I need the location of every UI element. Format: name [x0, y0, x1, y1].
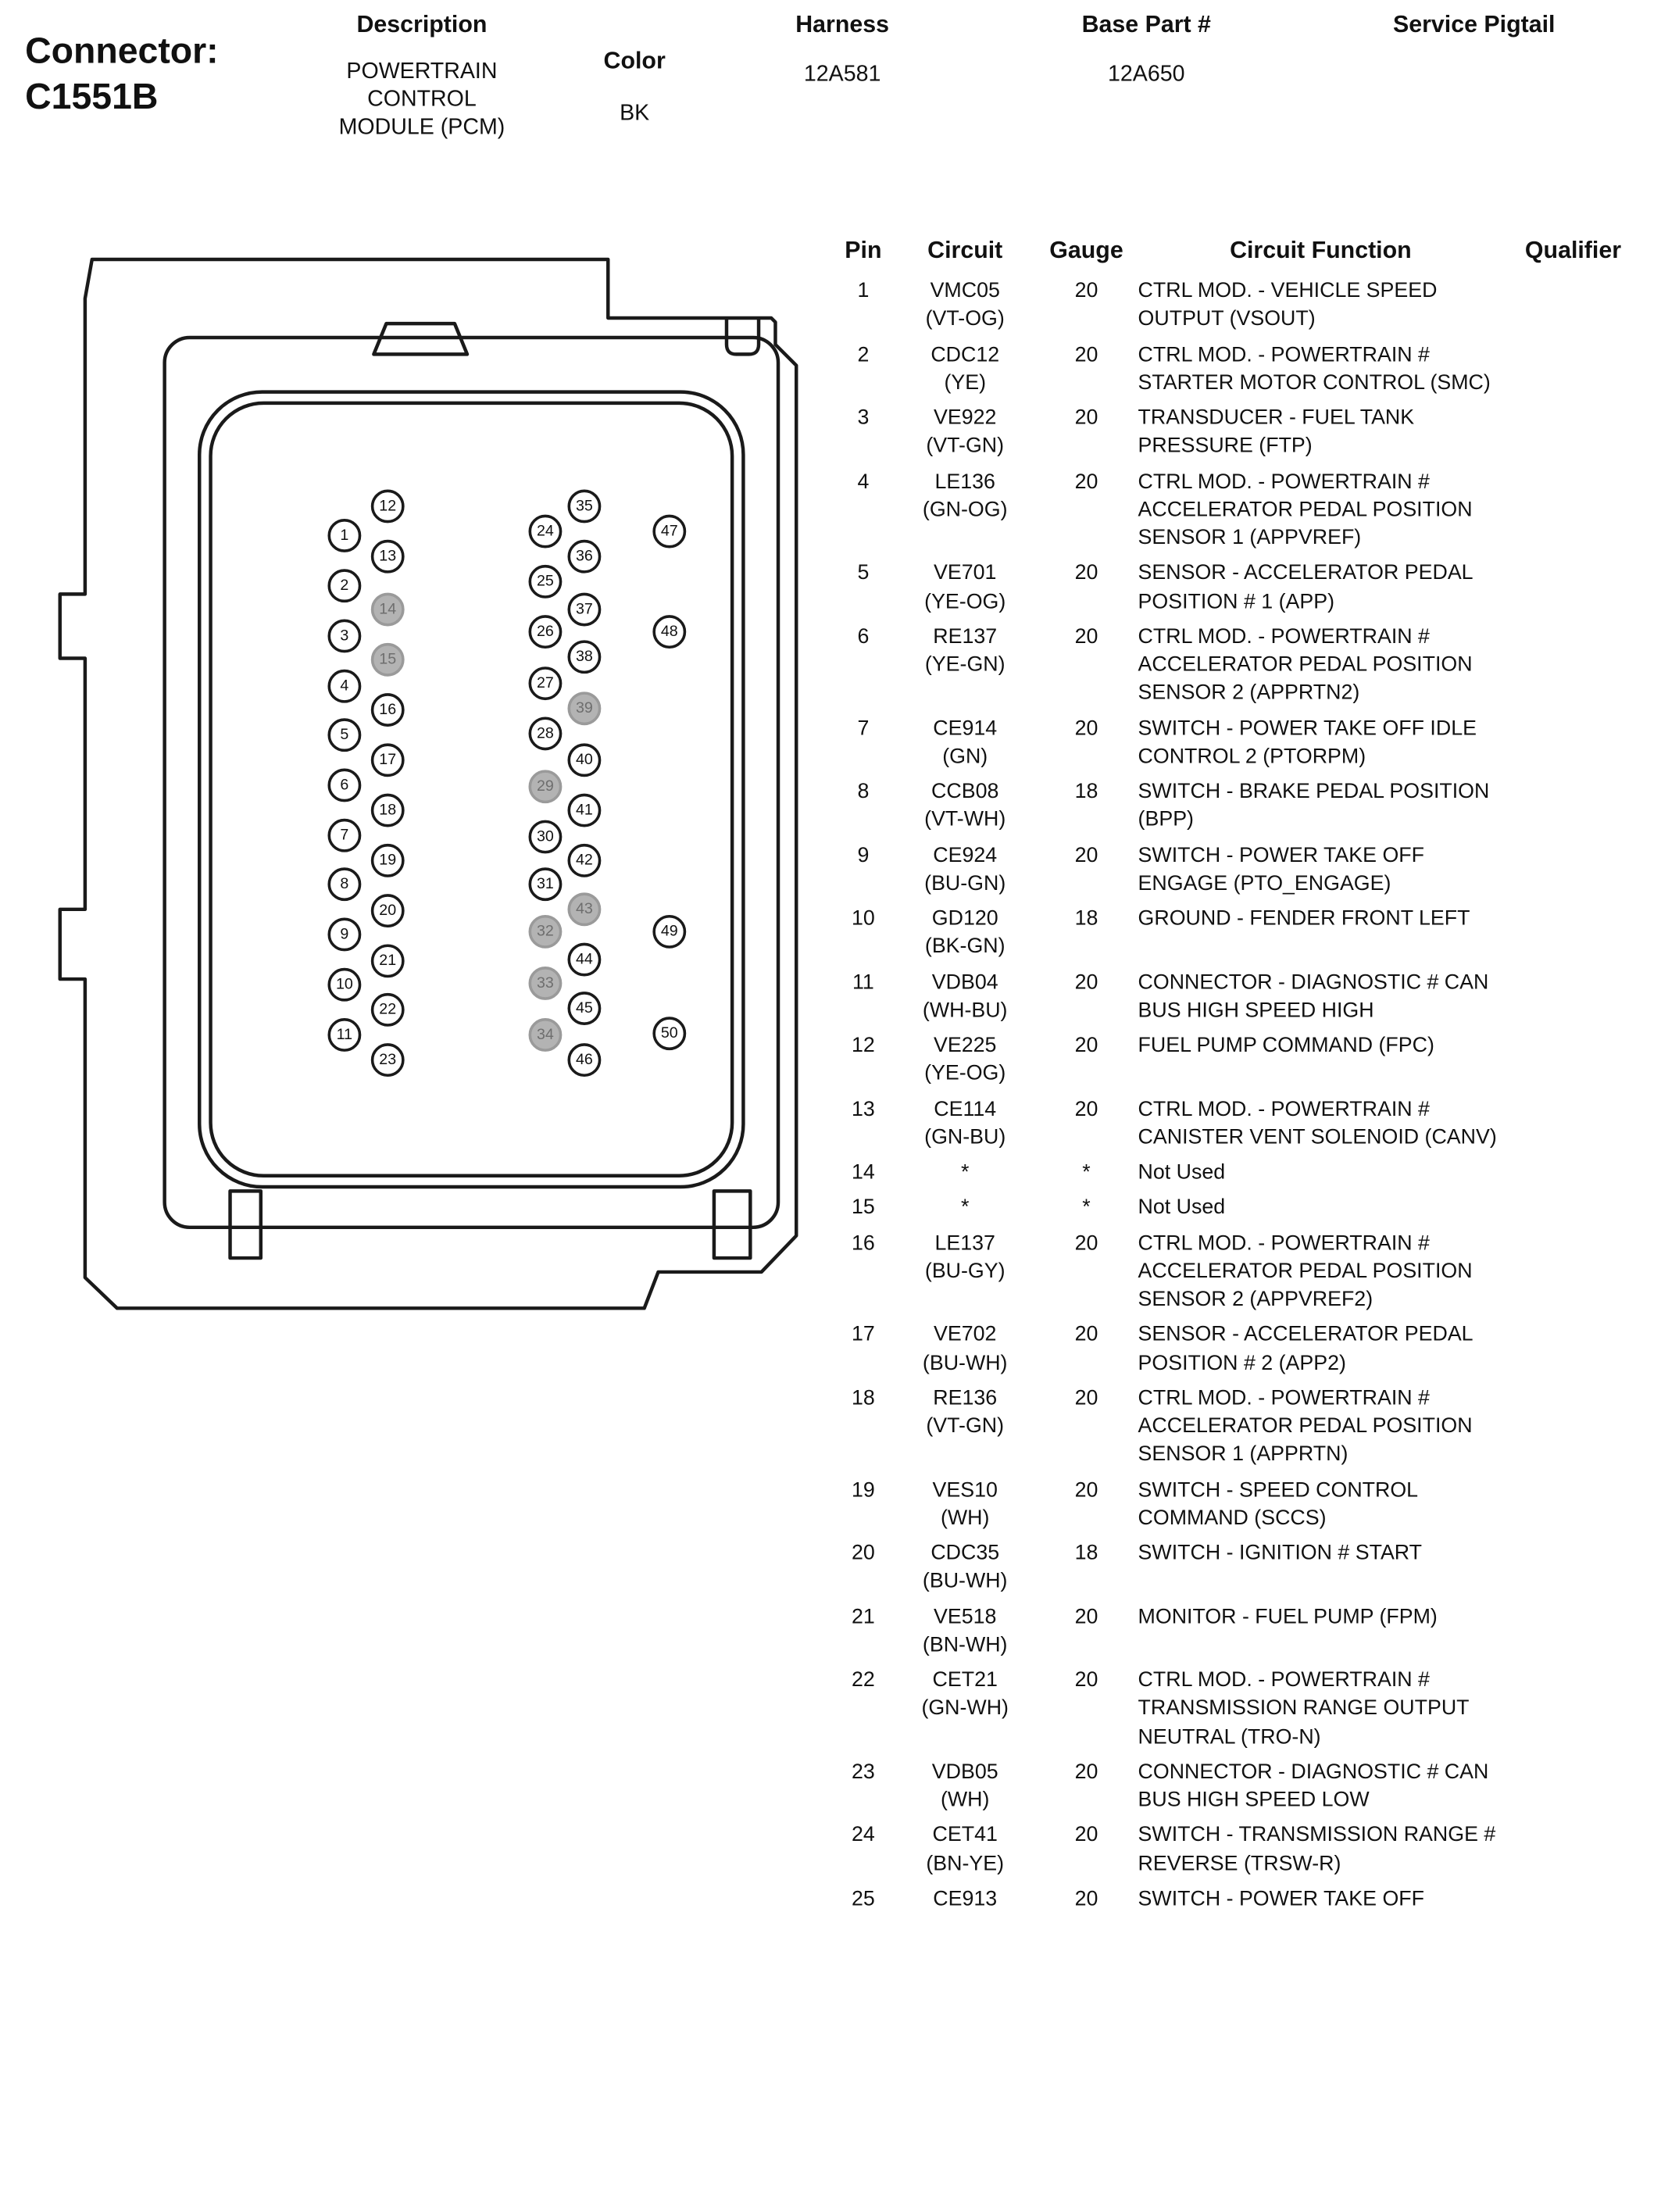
- row-circuit-code: CE913: [933, 1886, 998, 1911]
- row-circuit-color: (YE-OG): [924, 1061, 1006, 1086]
- row-pin: 14: [852, 1160, 875, 1185]
- row-circuit-code: VMC05: [930, 279, 1000, 303]
- description-line1: POWERTRAIN: [346, 59, 498, 84]
- row-pin: 16: [852, 1231, 875, 1255]
- row-circuit-color: (VT-GN): [926, 434, 1005, 458]
- row-circuit-code: CDC35: [931, 1541, 1000, 1565]
- table-row: [834, 1603, 1649, 1660]
- pin-4: 4: [327, 670, 361, 703]
- column-header-description: Description: [356, 11, 488, 38]
- row-function: CTRL MOD. - POWERTRAIN # ACCELERATOR PEDAL POSITION SENSOR 2 (APPRTN2): [1138, 624, 1473, 705]
- row-gauge: 20: [1074, 1478, 1098, 1502]
- th-circuit: Circuit: [927, 237, 1003, 264]
- pin-2: 2: [327, 569, 361, 602]
- row-circuit-code: VDB04: [931, 970, 998, 994]
- row-pin: 20: [852, 1541, 875, 1565]
- pin-6: 6: [327, 769, 361, 802]
- row-circuit-code: LE136: [934, 469, 995, 493]
- th-circuit-function: Circuit Function: [1230, 237, 1412, 264]
- row-circuit-code: GD120: [931, 906, 998, 931]
- pin-34: 34: [529, 1018, 563, 1052]
- pin-17: 17: [371, 743, 405, 777]
- row-circuit: [895, 623, 1035, 679]
- description-line2: CONTROL: [367, 88, 477, 112]
- table-row: [834, 1758, 1649, 1814]
- row-gauge: 20: [1074, 1667, 1098, 1692]
- table-row: [834, 559, 1649, 616]
- row-pin: 19: [852, 1478, 875, 1502]
- row-gauge: 20: [1074, 279, 1098, 303]
- harness-value: 12A581: [803, 63, 881, 87]
- row-circuit: [895, 1885, 1035, 1914]
- row-gauge: 18: [1074, 1541, 1098, 1565]
- table-row: [834, 405, 1649, 461]
- pin-48: 48: [652, 615, 686, 649]
- pin-21: 21: [371, 944, 405, 977]
- pin-5: 5: [327, 718, 361, 752]
- row-gauge: 20: [1074, 1886, 1098, 1911]
- row-circuit: [895, 1667, 1035, 1723]
- row-gauge: 20: [1074, 716, 1098, 740]
- row-function: CTRL MOD. - POWERTRAIN # ACCELERATOR PEDAL POSITION SENSOR 2 (APPVREF2): [1138, 1231, 1473, 1311]
- table-row: [834, 1229, 1649, 1313]
- pin-46: 46: [567, 1043, 601, 1077]
- row-pin: 4: [857, 469, 870, 493]
- pin-42: 42: [567, 844, 601, 877]
- row-gauge: 20: [1074, 624, 1098, 649]
- row-gauge: 20: [1074, 561, 1098, 585]
- column-header-harness: Harness: [795, 11, 890, 38]
- row-gauge: 20: [1074, 970, 1098, 994]
- row-circuit-code: VE701: [934, 561, 997, 585]
- pin-14: 14: [371, 593, 405, 627]
- row-circuit-color: (BU-GN): [924, 871, 1006, 895]
- connector-id: C1551B: [25, 74, 159, 117]
- row-circuit-code: CE924: [933, 843, 998, 867]
- row-circuit-color: (WH-BU): [922, 998, 1008, 1022]
- pin-field-inner: [211, 403, 733, 1176]
- row-gauge: *: [1082, 1160, 1091, 1185]
- row-circuit-code: LE137: [934, 1231, 995, 1255]
- column-header-color: Color: [603, 47, 666, 74]
- pin-11: 11: [327, 1018, 361, 1052]
- row-circuit-color: (GN-WH): [921, 1696, 1009, 1721]
- table-row: [834, 1540, 1649, 1596]
- row-pin: 10: [852, 906, 875, 931]
- row-circuit: [895, 1476, 1035, 1532]
- pin-47: 47: [652, 515, 686, 549]
- row-pin: 9: [857, 843, 870, 867]
- connector-drawing: [0, 0, 837, 1339]
- row-circuit-color: (GN): [942, 744, 988, 769]
- pin-38: 38: [567, 640, 601, 674]
- pin-18: 18: [371, 794, 405, 827]
- row-function: SWITCH - POWER TAKE OFF IDLE CONTROL 2 (PTORPM): [1138, 716, 1477, 769]
- row-circuit-code: VDB05: [931, 1760, 998, 1784]
- row-function: SENSOR - ACCELERATOR PEDAL POSITION # 2 (APP2): [1138, 1322, 1473, 1375]
- pin-19: 19: [371, 844, 405, 877]
- row-pin: 18: [852, 1385, 875, 1410]
- row-circuit-color: (BU-WH): [922, 1569, 1008, 1593]
- table-row: [834, 1385, 1649, 1469]
- pin-35: 35: [567, 490, 601, 524]
- pin-3: 3: [327, 620, 361, 653]
- row-pin: 6: [857, 624, 870, 649]
- pin-26: 26: [529, 615, 563, 649]
- row-pin: 7: [857, 716, 870, 740]
- row-circuit-color: (WH): [940, 1506, 990, 1530]
- row-gauge: 20: [1074, 843, 1098, 867]
- th-pin: Pin: [845, 237, 882, 264]
- row-circuit: [895, 1194, 1035, 1222]
- row-pin: 21: [852, 1604, 875, 1628]
- row-circuit-color: (BU-GY): [924, 1259, 1006, 1283]
- pin-12: 12: [371, 490, 405, 524]
- row-circuit-code: *: [961, 1195, 970, 1220]
- row-circuit-code: CE114: [934, 1096, 997, 1121]
- row-circuit-code: CET21: [932, 1667, 998, 1692]
- table-row: [834, 1095, 1649, 1152]
- pin-39: 39: [567, 691, 601, 725]
- table-row: [834, 1476, 1649, 1532]
- pin-10: 10: [327, 968, 361, 1002]
- row-circuit: [895, 1321, 1035, 1378]
- row-function: FUEL PUMP COMMAND (FPC): [1138, 1033, 1434, 1058]
- bottom-foot-left: [230, 1191, 261, 1258]
- table-row: [834, 623, 1649, 707]
- row-function: SENSOR - ACCELERATOR PEDAL POSITION # 1 (APP): [1138, 561, 1473, 613]
- table-row: [834, 1321, 1649, 1378]
- row-pin: 2: [857, 342, 870, 366]
- row-function: CTRL MOD. - VEHICLE SPEED OUTPUT (VSOUT): [1138, 279, 1438, 331]
- pin-field-outer: [199, 392, 743, 1187]
- row-circuit: [895, 778, 1035, 834]
- table-row: [834, 715, 1649, 771]
- connector-outer-outline: [60, 259, 796, 1308]
- row-pin: 24: [852, 1823, 875, 1847]
- table-row: [834, 1194, 1649, 1222]
- table-row: [834, 468, 1649, 552]
- row-circuit-color: (WH): [940, 1788, 990, 1812]
- color-value: BK: [620, 102, 650, 126]
- row-pin: 3: [857, 406, 870, 430]
- row-circuit-color: (BK-GN): [924, 934, 1006, 959]
- row-circuit-color: (BN-YE): [926, 1851, 1005, 1875]
- pin-1: 1: [327, 519, 361, 552]
- row-circuit: [895, 1822, 1035, 1878]
- row-circuit-code: VE518: [934, 1604, 997, 1628]
- pin-44: 44: [567, 943, 601, 977]
- pin-45: 45: [567, 992, 601, 1025]
- pin-8: 8: [327, 867, 361, 901]
- pin-13: 13: [371, 540, 405, 574]
- pin-30: 30: [529, 820, 563, 854]
- table-row: [834, 1032, 1649, 1088]
- row-circuit-code: RE137: [933, 624, 998, 649]
- row-gauge: *: [1082, 1195, 1091, 1220]
- row-circuit-color: (YE-GN): [924, 652, 1006, 677]
- row-gauge: 20: [1074, 1096, 1098, 1121]
- row-pin: 17: [852, 1322, 875, 1346]
- row-pin: 1: [857, 279, 870, 303]
- row-gauge: 18: [1074, 906, 1098, 931]
- row-circuit-color: (VT-GN): [926, 1413, 1005, 1438]
- row-pin: 23: [852, 1760, 875, 1784]
- row-function: SWITCH - SPEED CONTROL COMMAND (SCCS): [1138, 1478, 1418, 1530]
- row-circuit-code: VE922: [934, 406, 997, 430]
- pin-25: 25: [529, 565, 563, 599]
- row-circuit-code: CE914: [933, 716, 998, 740]
- row-function: Not Used: [1138, 1160, 1226, 1185]
- row-circuit: [895, 1095, 1035, 1152]
- row-function: CTRL MOD. - POWERTRAIN # TRANSMISSION RANGE OUTPUT NEUTRAL (TRO-N): [1138, 1667, 1470, 1749]
- table-row: [834, 341, 1649, 397]
- pin-16: 16: [371, 693, 405, 727]
- row-circuit-code: VE702: [934, 1322, 997, 1346]
- row-pin: 5: [857, 561, 870, 585]
- row-gauge: 20: [1074, 1033, 1098, 1058]
- base-part-value: 12A650: [1108, 63, 1185, 87]
- row-function: CONNECTOR - DIAGNOSTIC # CAN BUS HIGH SPEED LOW: [1138, 1760, 1489, 1812]
- row-circuit: [895, 842, 1035, 898]
- row-function: CONNECTOR - DIAGNOSTIC # CAN BUS HIGH SPEED HIGH: [1138, 970, 1489, 1022]
- row-gauge: 20: [1074, 1385, 1098, 1410]
- row-circuit-color: (VT-OG): [925, 307, 1005, 331]
- row-gauge: 20: [1074, 469, 1098, 493]
- row-circuit: [895, 468, 1035, 524]
- row-pin: 25: [852, 1886, 875, 1911]
- row-circuit-color: (VT-WH): [924, 807, 1006, 832]
- row-circuit: [895, 1385, 1035, 1441]
- row-circuit-color: (GN-OG): [922, 497, 1008, 522]
- row-gauge: 20: [1074, 342, 1098, 366]
- row-circuit: [895, 277, 1035, 334]
- row-circuit: [895, 715, 1035, 771]
- row-circuit: [895, 341, 1035, 397]
- row-gauge: 20: [1074, 406, 1098, 430]
- row-pin: 13: [852, 1096, 875, 1121]
- pin-22: 22: [371, 993, 405, 1027]
- pin-33: 33: [529, 967, 563, 1000]
- row-circuit-code: VES10: [932, 1478, 998, 1502]
- pin-31: 31: [529, 867, 563, 901]
- row-function: MONITOR - FUEL PUMP (FPM): [1138, 1604, 1438, 1628]
- row-gauge: 20: [1074, 1760, 1098, 1784]
- table-row: [834, 1159, 1649, 1187]
- row-circuit: [895, 1229, 1035, 1285]
- row-circuit: [895, 1159, 1035, 1187]
- table-row: [834, 905, 1649, 961]
- pin-37: 37: [567, 593, 601, 627]
- row-circuit: [895, 1603, 1035, 1660]
- row-circuit-color: (BN-WH): [922, 1632, 1008, 1657]
- pin-36: 36: [567, 540, 601, 574]
- row-gauge: 20: [1074, 1231, 1098, 1255]
- th-gauge: Gauge: [1049, 237, 1123, 264]
- row-function: CTRL MOD. - POWERTRAIN # CANISTER VENT SOLENOID (CANV): [1138, 1096, 1497, 1149]
- row-function: TRANSDUCER - FUEL TANK PRESSURE (FTP): [1138, 406, 1415, 458]
- row-circuit-code: CCB08: [931, 779, 999, 804]
- pin-23: 23: [371, 1043, 405, 1077]
- pin-50: 50: [652, 1017, 686, 1050]
- row-circuit: [895, 969, 1035, 1025]
- row-function: SWITCH - POWER TAKE OFF: [1138, 1886, 1424, 1911]
- table-row: [834, 277, 1649, 334]
- connector-label: Connector:: [25, 29, 219, 72]
- row-circuit-color: (YE): [944, 370, 986, 395]
- pinout-table-header: [834, 237, 1649, 265]
- table-row: [834, 778, 1649, 834]
- table-row: [834, 969, 1649, 1025]
- pin-29: 29: [529, 770, 563, 803]
- row-function: CTRL MOD. - POWERTRAIN # STARTER MOTOR CONTROL (SMC): [1138, 342, 1491, 395]
- pinout-table: [834, 237, 1649, 1920]
- row-circuit-color: (BU-WH): [922, 1350, 1008, 1375]
- row-gauge: 20: [1074, 1322, 1098, 1346]
- row-pin: 12: [852, 1033, 875, 1058]
- row-function: SWITCH - TRANSMISSION RANGE # REVERSE (TRSW-R): [1138, 1823, 1496, 1875]
- description-line3: MODULE (PCM): [338, 116, 505, 140]
- row-gauge: 18: [1074, 779, 1098, 804]
- pin-43: 43: [567, 892, 601, 926]
- row-function: SWITCH - BRAKE PEDAL POSITION (BPP): [1138, 779, 1490, 832]
- row-function: CTRL MOD. - POWERTRAIN # ACCELERATOR PEDAL POSITION SENSOR 1 (APPVREF): [1138, 469, 1473, 550]
- pin-15: 15: [371, 643, 405, 677]
- table-row: [834, 1667, 1649, 1751]
- row-circuit-code: *: [961, 1160, 970, 1185]
- row-circuit-code: RE136: [933, 1385, 998, 1410]
- row-circuit-color: (YE-OG): [924, 589, 1006, 613]
- row-function: CTRL MOD. - POWERTRAIN # ACCELERATOR PEDAL POSITION SENSOR 1 (APPRTN): [1138, 1385, 1473, 1467]
- row-pin: 8: [857, 779, 870, 804]
- connector-inner-outline: [165, 338, 778, 1227]
- pin-20: 20: [371, 894, 405, 927]
- row-circuit-code: VE225: [934, 1033, 997, 1058]
- row-gauge: 20: [1074, 1604, 1098, 1628]
- row-function: GROUND - FENDER FRONT LEFT: [1138, 906, 1470, 931]
- pin-40: 40: [567, 743, 601, 777]
- row-circuit: [895, 405, 1035, 461]
- row-function: SWITCH - IGNITION # START: [1138, 1541, 1423, 1565]
- row-circuit: [895, 1540, 1035, 1596]
- row-circuit-code: CDC12: [931, 342, 1000, 366]
- row-pin: 11: [852, 970, 874, 994]
- pin-9: 9: [327, 918, 361, 952]
- pin-28: 28: [529, 716, 563, 750]
- row-pin: 22: [852, 1667, 875, 1692]
- pin-24: 24: [529, 515, 563, 549]
- pinout-table-body: [834, 277, 1649, 1914]
- table-row: [834, 1885, 1649, 1914]
- pin-27: 27: [529, 666, 563, 700]
- pin-7: 7: [327, 819, 361, 852]
- column-header-base-part: Base Part #: [1081, 11, 1211, 38]
- row-function: Not Used: [1138, 1195, 1226, 1220]
- table-row: [834, 842, 1649, 898]
- row-circuit: [895, 1032, 1035, 1088]
- table-row: [834, 1822, 1649, 1878]
- row-circuit-color: (GN-BU): [924, 1125, 1006, 1149]
- pin-41: 41: [567, 794, 601, 827]
- row-circuit-code: CET41: [932, 1823, 998, 1847]
- row-pin: 15: [852, 1195, 875, 1220]
- bottom-foot-right: [714, 1191, 750, 1258]
- row-circuit: [895, 905, 1035, 961]
- pin-49: 49: [652, 915, 686, 949]
- row-circuit: [895, 1758, 1035, 1814]
- pin-32: 32: [529, 915, 563, 949]
- row-gauge: 20: [1074, 1823, 1098, 1847]
- row-circuit: [895, 559, 1035, 616]
- th-qualifier: Qualifier: [1524, 237, 1622, 264]
- column-header-service-pigtail: Service Pigtail: [1392, 11, 1556, 38]
- row-function: SWITCH - POWER TAKE OFF ENGAGE (PTO_ENGAGE): [1138, 843, 1424, 895]
